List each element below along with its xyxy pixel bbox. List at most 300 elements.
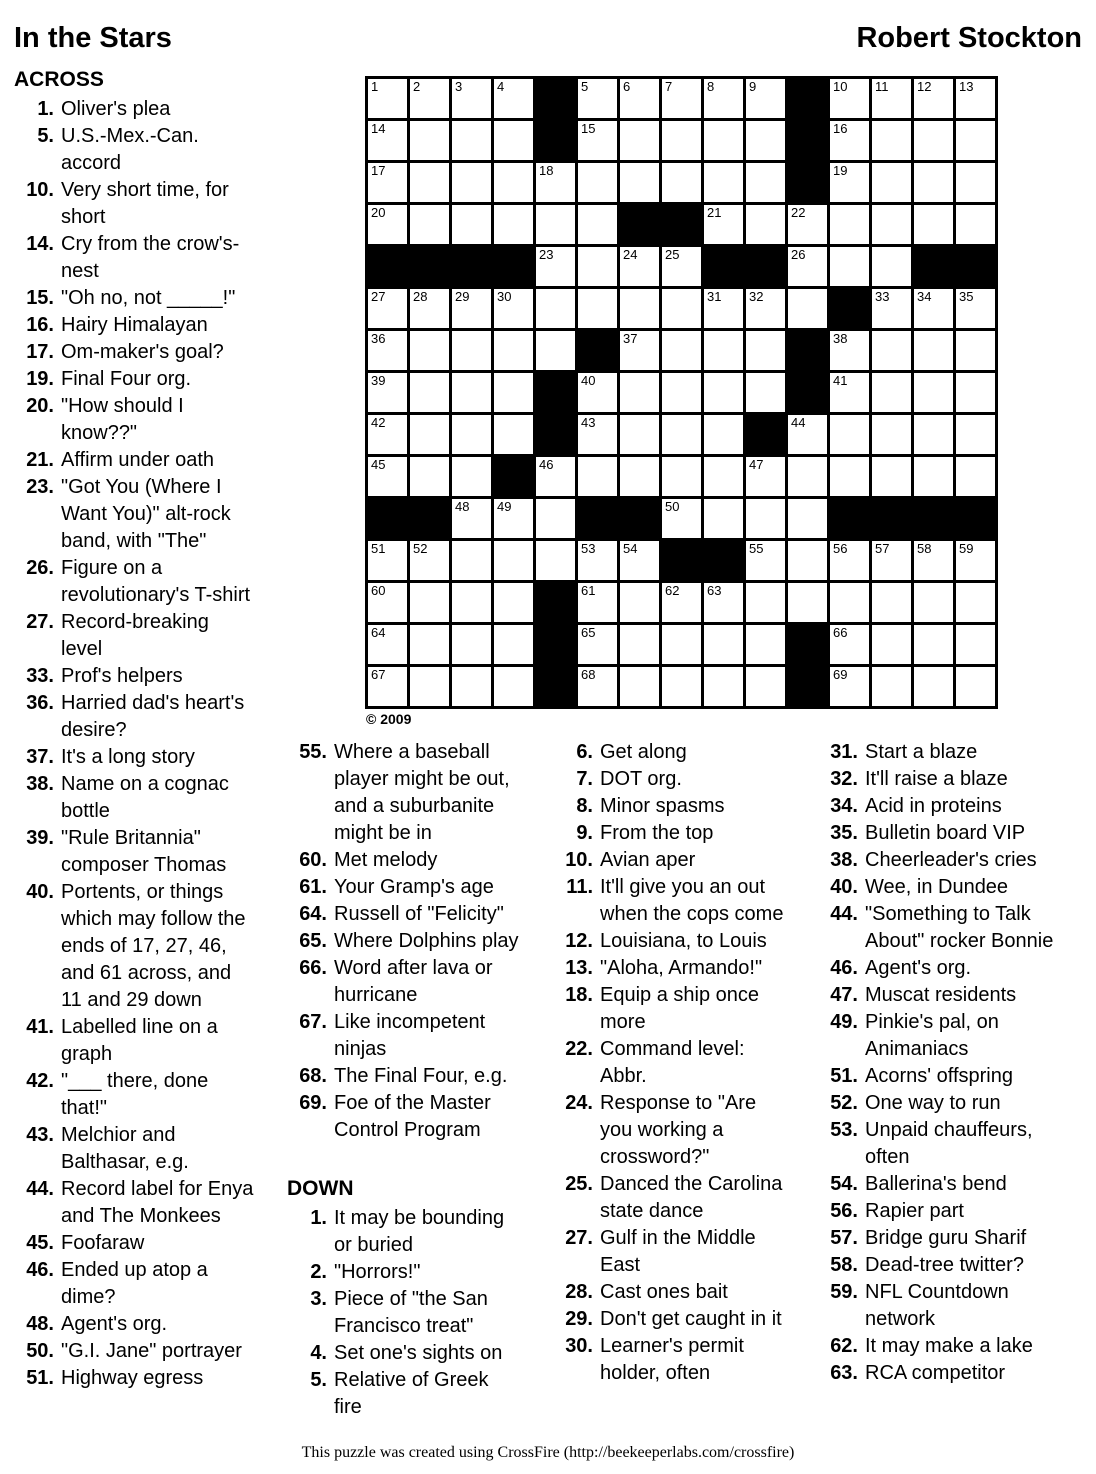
clue-text: Bulletin board VIP (865, 822, 1026, 844)
grid-cell-r9c3[interactable] (452, 415, 491, 454)
grid-cell-r3c1[interactable] (368, 163, 407, 202)
grid-cell-r10c13[interactable] (872, 457, 911, 496)
grid-cell-r2c14[interactable] (914, 121, 953, 160)
cell-number: 28 (413, 289, 428, 304)
clue-text: Ballerina's bend (865, 1173, 1007, 1195)
clue-across-43 (14, 1122, 254, 1176)
grid-cell-r4c10[interactable] (746, 205, 785, 244)
grid-cell-r9c4[interactable] (494, 415, 533, 454)
grid-cell-r11c9[interactable] (704, 499, 743, 538)
grid-cell-r14c3[interactable] (452, 625, 491, 664)
cell-number: 25 (665, 247, 680, 262)
grid-cell-r10c7[interactable] (620, 457, 659, 496)
grid-cell-r15c13[interactable] (872, 667, 911, 706)
cell-number: 62 (665, 583, 680, 598)
clue-number: 32. (830, 768, 858, 790)
clue-text: Very short time, for short (61, 179, 229, 228)
clue-text: Agent's org. (865, 957, 972, 979)
clue-text: Louisiana, to Louis (600, 930, 767, 952)
grid-cell-r12c6[interactable] (578, 541, 617, 580)
grid-cell-r6c10[interactable] (746, 289, 785, 328)
grid-cell-r8c14[interactable] (914, 373, 953, 412)
clue-down-2 (287, 1259, 520, 1286)
grid-cell-r8c9[interactable] (704, 373, 743, 412)
grid-cell-r1c14[interactable] (914, 79, 953, 118)
grid-cell-r8c3[interactable] (452, 373, 491, 412)
grid-cell-r12c10[interactable] (746, 541, 785, 580)
grid-cell-r1c2[interactable] (410, 79, 449, 118)
clue-down-25 (553, 1171, 793, 1225)
grid-cell-r12c1[interactable] (368, 541, 407, 580)
clues-column-4 (818, 739, 1058, 1387)
grid-cell-r7c2[interactable] (410, 331, 449, 370)
clue-text: "___ there, done that!" (61, 1070, 209, 1119)
clue-number: 67. (299, 1011, 327, 1033)
grid-cell-r8c12[interactable] (830, 373, 869, 412)
clue-number: 57. (830, 1227, 858, 1249)
grid-cell-r1c6[interactable] (578, 79, 617, 118)
across-clue-list (14, 96, 254, 1392)
grid-cell-r4c15[interactable] (956, 205, 995, 244)
grid-cell-r13c13[interactable] (872, 583, 911, 622)
grid-cell-r9c15[interactable] (956, 415, 995, 454)
clue-across-48 (14, 1311, 254, 1338)
clue-down-32 (818, 766, 1058, 793)
grid-cell-r7c9[interactable] (704, 331, 743, 370)
grid-cell-r5c5[interactable] (536, 247, 575, 286)
grid-cell-r15c2[interactable] (410, 667, 449, 706)
grid-cell-r12c13[interactable] (872, 541, 911, 580)
grid-cell-r2c3[interactable] (452, 121, 491, 160)
grid-cell-r4c5[interactable] (536, 205, 575, 244)
grid-cell-r13c3[interactable] (452, 583, 491, 622)
cell-number: 63 (707, 583, 722, 598)
grid-cell-r8c8[interactable] (662, 373, 701, 412)
clue-text: Word after lava or hurricane (334, 957, 493, 1006)
grid-cell-r10c3[interactable] (452, 457, 491, 496)
cell-number: 60 (371, 583, 386, 598)
grid-cell-r8c4[interactable] (494, 373, 533, 412)
grid-cell-r7c7[interactable] (620, 331, 659, 370)
grid-cell-r4c2[interactable] (410, 205, 449, 244)
clue-number: 43. (26, 1124, 54, 1146)
grid-cell-r3c10[interactable] (746, 163, 785, 202)
clue-down-38 (818, 847, 1058, 874)
cell-number: 33 (875, 289, 890, 304)
grid-cell-r10c2[interactable] (410, 457, 449, 496)
grid-cell-r5c13[interactable] (872, 247, 911, 286)
grid-cell-r14c10[interactable] (746, 625, 785, 664)
grid-cell-r11c3[interactable] (452, 499, 491, 538)
clue-number: 69. (299, 1092, 327, 1114)
grid-cell-r8c5 (536, 373, 575, 412)
grid-cell-r7c10[interactable] (746, 331, 785, 370)
grid-cell-r11c14 (914, 499, 953, 538)
grid-cell-r3c8[interactable] (662, 163, 701, 202)
grid-cell-r2c6[interactable] (578, 121, 617, 160)
cell-number: 65 (581, 625, 596, 640)
cell-number: 8 (707, 79, 715, 94)
grid-cell-r4c9[interactable] (704, 205, 743, 244)
clue-text: Prof's helpers (61, 665, 183, 687)
cell-number: 61 (581, 583, 596, 598)
grid-cell-r15c6[interactable] (578, 667, 617, 706)
grid-cell-r2c8[interactable] (662, 121, 701, 160)
grid-cell-r6c7[interactable] (620, 289, 659, 328)
grid-cell-r11c11[interactable] (788, 499, 827, 538)
grid-cell-r11c4[interactable] (494, 499, 533, 538)
clue-across-44 (14, 1176, 254, 1230)
grid-cell-r2c5 (536, 121, 575, 160)
grid-cell-r15c8[interactable] (662, 667, 701, 706)
grid-cell-r10c6[interactable] (578, 457, 617, 496)
grid-cell-r13c15[interactable] (956, 583, 995, 622)
grid-cell-r4c11[interactable] (788, 205, 827, 244)
grid-cell-r8c15[interactable] (956, 373, 995, 412)
clue-across-33 (14, 663, 254, 690)
grid-cell-r1c15[interactable] (956, 79, 995, 118)
grid-cell-r13c8[interactable] (662, 583, 701, 622)
clue-text: Affirm under oath (61, 449, 215, 471)
grid-cell-r2c9[interactable] (704, 121, 743, 160)
grid-cell-r10c8[interactable] (662, 457, 701, 496)
clue-number: 7. (576, 768, 593, 790)
grid-cell-r10c1[interactable] (368, 457, 407, 496)
clue-number: 33. (26, 665, 54, 687)
grid-cell-r5c11[interactable] (788, 247, 827, 286)
grid-cell-r15c12[interactable] (830, 667, 869, 706)
cell-number: 1 (371, 79, 379, 94)
grid-cell-r6c11[interactable] (788, 289, 827, 328)
grid-cell-r10c11[interactable] (788, 457, 827, 496)
clue-text: RCA competitor (865, 1362, 1006, 1384)
grid-cell-r3c4[interactable] (494, 163, 533, 202)
grid-cell-r9c6[interactable] (578, 415, 617, 454)
grid-cell-r3c9[interactable] (704, 163, 743, 202)
grid-cell-r12c11[interactable] (788, 541, 827, 580)
clue-number: 44. (830, 903, 858, 925)
grid-cell-r9c12[interactable] (830, 415, 869, 454)
clue-across-38 (14, 771, 254, 825)
grid-cell-r4c1[interactable] (368, 205, 407, 244)
grid-cell-r12c5[interactable] (536, 541, 575, 580)
clue-number: 1. (37, 98, 54, 120)
grid-cell-r10c14[interactable] (914, 457, 953, 496)
grid-cell-r6c5[interactable] (536, 289, 575, 328)
grid-cell-r1c4[interactable] (494, 79, 533, 118)
grid-cell-r6c6[interactable] (578, 289, 617, 328)
grid-cell-r6c15[interactable] (956, 289, 995, 328)
grid-cell-r1c12[interactable] (830, 79, 869, 118)
grid-cell-r15c14[interactable] (914, 667, 953, 706)
grid-cell-r2c2[interactable] (410, 121, 449, 160)
grid-cell-r15c15[interactable] (956, 667, 995, 706)
cell-number: 3 (455, 79, 463, 94)
cell-number: 21 (707, 205, 722, 220)
cell-number: 11 (875, 79, 889, 94)
clue-text: Cry from the crow's-nest (61, 233, 240, 282)
grid-cell-r10c9[interactable] (704, 457, 743, 496)
grid-cell-r6c1[interactable] (368, 289, 407, 328)
grid-cell-r3c3[interactable] (452, 163, 491, 202)
grid-cell-r9c14[interactable] (914, 415, 953, 454)
clue-number: 18. (565, 984, 593, 1006)
grid-cell-r4c12[interactable] (830, 205, 869, 244)
grid-cell-r7c13[interactable] (872, 331, 911, 370)
clue-text: "Horrors!" (334, 1261, 421, 1283)
grid-cell-r8c1[interactable] (368, 373, 407, 412)
grid-cell-r7c1[interactable] (368, 331, 407, 370)
grid-cell-r2c7[interactable] (620, 121, 659, 160)
grid-cell-r13c9[interactable] (704, 583, 743, 622)
cell-number: 18 (539, 163, 554, 178)
grid-cell-r2c15[interactable] (956, 121, 995, 160)
clue-down-28 (553, 1279, 793, 1306)
cell-number: 15 (581, 121, 596, 136)
grid-cell-r15c10[interactable] (746, 667, 785, 706)
grid-cell-r3c12[interactable] (830, 163, 869, 202)
grid-cell-r15c1[interactable] (368, 667, 407, 706)
cell-number: 23 (539, 247, 554, 262)
clue-down-5 (287, 1367, 520, 1421)
grid-cell-r13c2[interactable] (410, 583, 449, 622)
grid-cell-r1c11 (788, 79, 827, 118)
clue-text: Unpaid chauffeurs, often (865, 1119, 1033, 1168)
grid-cell-r6c13[interactable] (872, 289, 911, 328)
grid-cell-r13c14[interactable] (914, 583, 953, 622)
grid-cell-r14c15[interactable] (956, 625, 995, 664)
grid-cell-r5c12[interactable] (830, 247, 869, 286)
grid-cell-r2c1[interactable] (368, 121, 407, 160)
cell-number: 10 (833, 79, 848, 94)
grid-cell-r2c13[interactable] (872, 121, 911, 160)
grid-cell-r9c8[interactable] (662, 415, 701, 454)
grid-cell-r12c15[interactable] (956, 541, 995, 580)
grid-cell-r1c3[interactable] (452, 79, 491, 118)
cell-number: 36 (371, 331, 386, 346)
grid-cell-r9c1[interactable] (368, 415, 407, 454)
clue-text: Name on a cognac bottle (61, 773, 229, 822)
grid-cell-r14c12[interactable] (830, 625, 869, 664)
clue-number: 42. (26, 1070, 54, 1092)
grid-cell-r7c3[interactable] (452, 331, 491, 370)
copyright-notice: © 2009 (366, 711, 412, 727)
clues-column-3 (553, 739, 793, 1387)
grid-cell-r13c4[interactable] (494, 583, 533, 622)
grid-cell-r5c8[interactable] (662, 247, 701, 286)
grid-cell-r9c13[interactable] (872, 415, 911, 454)
grid-cell-r2c10[interactable] (746, 121, 785, 160)
grid-cell-r9c2[interactable] (410, 415, 449, 454)
grid-cell-r13c10[interactable] (746, 583, 785, 622)
grid-cell-r1c13[interactable] (872, 79, 911, 118)
grid-cell-r8c6[interactable] (578, 373, 617, 412)
clue-down-40 (818, 874, 1058, 901)
grid-cell-r5c7[interactable] (620, 247, 659, 286)
grid-cell-r7c14[interactable] (914, 331, 953, 370)
clue-number: 46. (830, 957, 858, 979)
clue-number: 60. (299, 849, 327, 871)
grid-cell-r14c8[interactable] (662, 625, 701, 664)
grid-cell-r7c8[interactable] (662, 331, 701, 370)
cell-number: 24 (623, 247, 638, 262)
clue-text: Wee, in Dundee (865, 876, 1009, 898)
grid-cell-r8c7[interactable] (620, 373, 659, 412)
grid-cell-r3c5[interactable] (536, 163, 575, 202)
grid-cell-r3c2[interactable] (410, 163, 449, 202)
grid-cell-r14c13[interactable] (872, 625, 911, 664)
clue-across-1 (14, 96, 254, 123)
grid-cell-r1c7[interactable] (620, 79, 659, 118)
grid-cell-r13c6[interactable] (578, 583, 617, 622)
grid-cell-r11c5[interactable] (536, 499, 575, 538)
clue-down-47 (818, 982, 1058, 1009)
clue-across-64 (287, 901, 520, 928)
grid-cell-r15c4[interactable] (494, 667, 533, 706)
grid-cell-r12c3[interactable] (452, 541, 491, 580)
grid-cell-r13c12[interactable] (830, 583, 869, 622)
grid-cell-r12c12[interactable] (830, 541, 869, 580)
cell-number: 64 (371, 625, 386, 640)
clue-across-10 (14, 177, 254, 231)
footer-credit: This puzzle was created using CrossFire (http://beekeeperlabs.com/crossfire) (301, 1444, 795, 1461)
clue-text: Record label for Enya and The Monkees (61, 1178, 254, 1227)
clue-down-34 (818, 793, 1058, 820)
grid-cell-r3c6[interactable] (578, 163, 617, 202)
grid-cell-r10c15[interactable] (956, 457, 995, 496)
grid-cell-r12c2[interactable] (410, 541, 449, 580)
clue-down-10 (553, 847, 793, 874)
grid-cell-r4c14[interactable] (914, 205, 953, 244)
clue-down-24 (553, 1090, 793, 1171)
clue-number: 68. (299, 1065, 327, 1087)
grid-cell-r11c10[interactable] (746, 499, 785, 538)
grid-cell-r13c11[interactable] (788, 583, 827, 622)
clue-across-21 (14, 447, 254, 474)
cell-number: 45 (371, 457, 386, 472)
clue-text: Muscat residents (865, 984, 1017, 1006)
grid-cell-r5c6[interactable] (578, 247, 617, 286)
clue-text: Learner's permit holder, often (600, 1335, 744, 1384)
grid-cell-r15c9[interactable] (704, 667, 743, 706)
grid-cell-r8c2[interactable] (410, 373, 449, 412)
grid-cell-r10c5[interactable] (536, 457, 575, 496)
grid-cell-r3c13[interactable] (872, 163, 911, 202)
clue-down-62 (818, 1333, 1058, 1360)
grid-cell-r7c5[interactable] (536, 331, 575, 370)
grid-cell-r1c8[interactable] (662, 79, 701, 118)
clue-text: Get along (600, 741, 687, 763)
grid-cell-r10c10[interactable] (746, 457, 785, 496)
cell-number: 49 (497, 499, 512, 514)
grid-cell-r14c1[interactable] (368, 625, 407, 664)
clue-text: Harried dad's heart's desire? (61, 692, 245, 741)
grid-cell-r4c3[interactable] (452, 205, 491, 244)
grid-cell-r15c3[interactable] (452, 667, 491, 706)
grid-cell-r4c13[interactable] (872, 205, 911, 244)
grid-cell-r6c9[interactable] (704, 289, 743, 328)
clue-across-60 (287, 847, 520, 874)
grid-cell-r8c10[interactable] (746, 373, 785, 412)
grid-cell-r15c7[interactable] (620, 667, 659, 706)
grid-cell-r2c4[interactable] (494, 121, 533, 160)
grid-cell-r6c3[interactable] (452, 289, 491, 328)
clue-text: Set one's sights on (334, 1342, 503, 1364)
grid-cell-r4c4[interactable] (494, 205, 533, 244)
grid-cell-r9c7[interactable] (620, 415, 659, 454)
grid-cell-r14c4[interactable] (494, 625, 533, 664)
grid-cell-r6c12 (830, 289, 869, 328)
grid-cell-r8c13[interactable] (872, 373, 911, 412)
clue-down-4 (287, 1340, 520, 1367)
grid-cell-r13c1[interactable] (368, 583, 407, 622)
clue-text: DOT org. (600, 768, 682, 790)
grid-cell-r1c9[interactable] (704, 79, 743, 118)
grid-cell-r7c4[interactable] (494, 331, 533, 370)
grid-cell-r10c12[interactable] (830, 457, 869, 496)
grid-cell-r2c12[interactable] (830, 121, 869, 160)
grid-cell-r3c14[interactable] (914, 163, 953, 202)
grid-cell-r2c11 (788, 121, 827, 160)
clue-text: Pinkie's pal, on Animaniacs (865, 1011, 999, 1060)
grid-cell-r14c2[interactable] (410, 625, 449, 664)
grid-cell-r12c14[interactable] (914, 541, 953, 580)
grid-cell-r1c10[interactable] (746, 79, 785, 118)
clue-text: Oliver's plea (61, 98, 171, 120)
clue-text: The Final Four, e.g. (334, 1065, 508, 1087)
clue-down-44 (818, 901, 1058, 955)
grid-cell-r11c8[interactable] (662, 499, 701, 538)
grid-cell-r1c1[interactable] (368, 79, 407, 118)
cell-number: 17 (371, 163, 386, 178)
cell-number: 12 (917, 79, 932, 94)
grid-cell-r12c4[interactable] (494, 541, 533, 580)
grid-cell-r9c11[interactable] (788, 415, 827, 454)
grid-cell-r6c4[interactable] (494, 289, 533, 328)
grid-cell-r14c9[interactable] (704, 625, 743, 664)
clue-number: 17. (26, 341, 54, 363)
grid-cell-r7c12[interactable] (830, 331, 869, 370)
grid-cell-r14c6[interactable] (578, 625, 617, 664)
clue-text: Your Gramp's age (334, 876, 494, 898)
grid-cell-r14c7[interactable] (620, 625, 659, 664)
grid-cell-r6c14[interactable] (914, 289, 953, 328)
grid-cell-r12c7[interactable] (620, 541, 659, 580)
clue-text: "G.I. Jane" portrayer (61, 1340, 242, 1362)
cell-number: 6 (623, 79, 631, 94)
clue-text: It may be bounding or buried (334, 1207, 505, 1256)
clue-number: 28. (565, 1281, 593, 1303)
clue-across-41 (14, 1014, 254, 1068)
clue-across-16 (14, 312, 254, 339)
clue-text: Minor spasms (600, 795, 725, 817)
grid-cell-r7c15[interactable] (956, 331, 995, 370)
cell-number: 13 (959, 79, 974, 94)
grid-cell-r3c15[interactable] (956, 163, 995, 202)
grid-cell-r14c14[interactable] (914, 625, 953, 664)
grid-cell-r4c6[interactable] (578, 205, 617, 244)
grid-cell-r13c7[interactable] (620, 583, 659, 622)
grid-cell-r9c9[interactable] (704, 415, 743, 454)
down-clue-list-middle (553, 739, 793, 1387)
grid-cell-r6c8[interactable] (662, 289, 701, 328)
grid-cell-r3c7[interactable] (620, 163, 659, 202)
grid-cell-r6c2[interactable] (410, 289, 449, 328)
cell-number: 34 (917, 289, 932, 304)
clue-number: 46. (26, 1259, 54, 1281)
across-clues-column (14, 66, 254, 1392)
clue-number: 21. (26, 449, 54, 471)
